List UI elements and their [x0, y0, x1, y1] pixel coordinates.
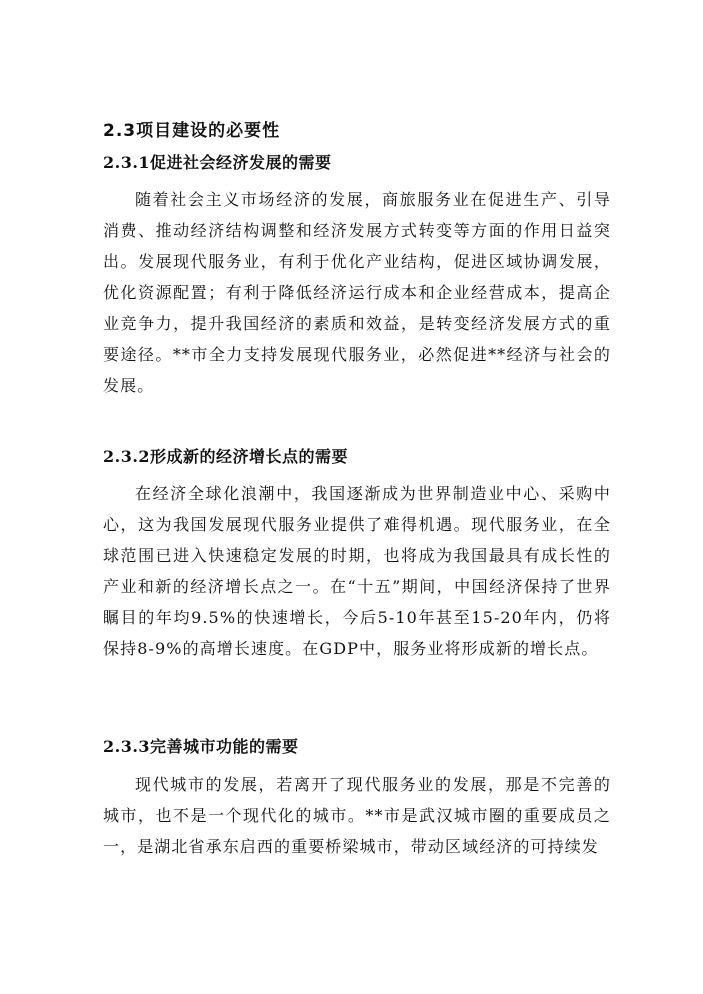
subsection-3-title: 2.3.3完善城市功能的需要 [103, 737, 299, 756]
subsection-2-title: 2.3.2形成新的经济增长点的需要 [103, 447, 349, 466]
subsection-1-paragraph: 随着社会主义市场经济的发展，商旅服务业在促进生产、引导消费、推动经济结构调整和经济发展方式转变等方面的作用日益突出。发展现代服务业，有利于优化产业结构，促进区域协调发展，优化资源配置；有利于降低经济运行成本和企业经营成本，提高企业竞争力，提升我国经济的素质和效益，是转变经济发展方式的重要途径。**市全力支持发展现代服务业，必然促进**经济与社会的发展。 [103, 190, 611, 395]
subsection-2-paragraph: 在经济全球化浪潮中，我国逐渐成为世界制造业中心、采购中心，这为我国发展现代服务业提供了难得机遇。现代服务业，在全球范围已进入快速稳定发展的时期，也将成为我国最具有成长性的产业和新的经济增长点之一。在“十五”期间，中国经济保持了世界瞩目的年均9.5%的快速增长，今后5-10年甚至15-20年内，仍将保持8-9%的高增长速度。在GDP中，服务业将形成新的增长点。 [103, 484, 611, 658]
subsection-1-title: 2.3.1促进社会经济发展的需要 [103, 153, 332, 172]
subsection-3-paragraph: 现代城市的发展，若离开了现代服务业的发展，那是不完善的城市，也不是一个现代化的城市。**市是武汉城市圈的重要成员之一，是湖北省承东启西的重要桥梁城市，带动区域经济的可持续发 [103, 775, 611, 856]
section-heading: 2.3项目建设的必要性 [103, 121, 281, 141]
